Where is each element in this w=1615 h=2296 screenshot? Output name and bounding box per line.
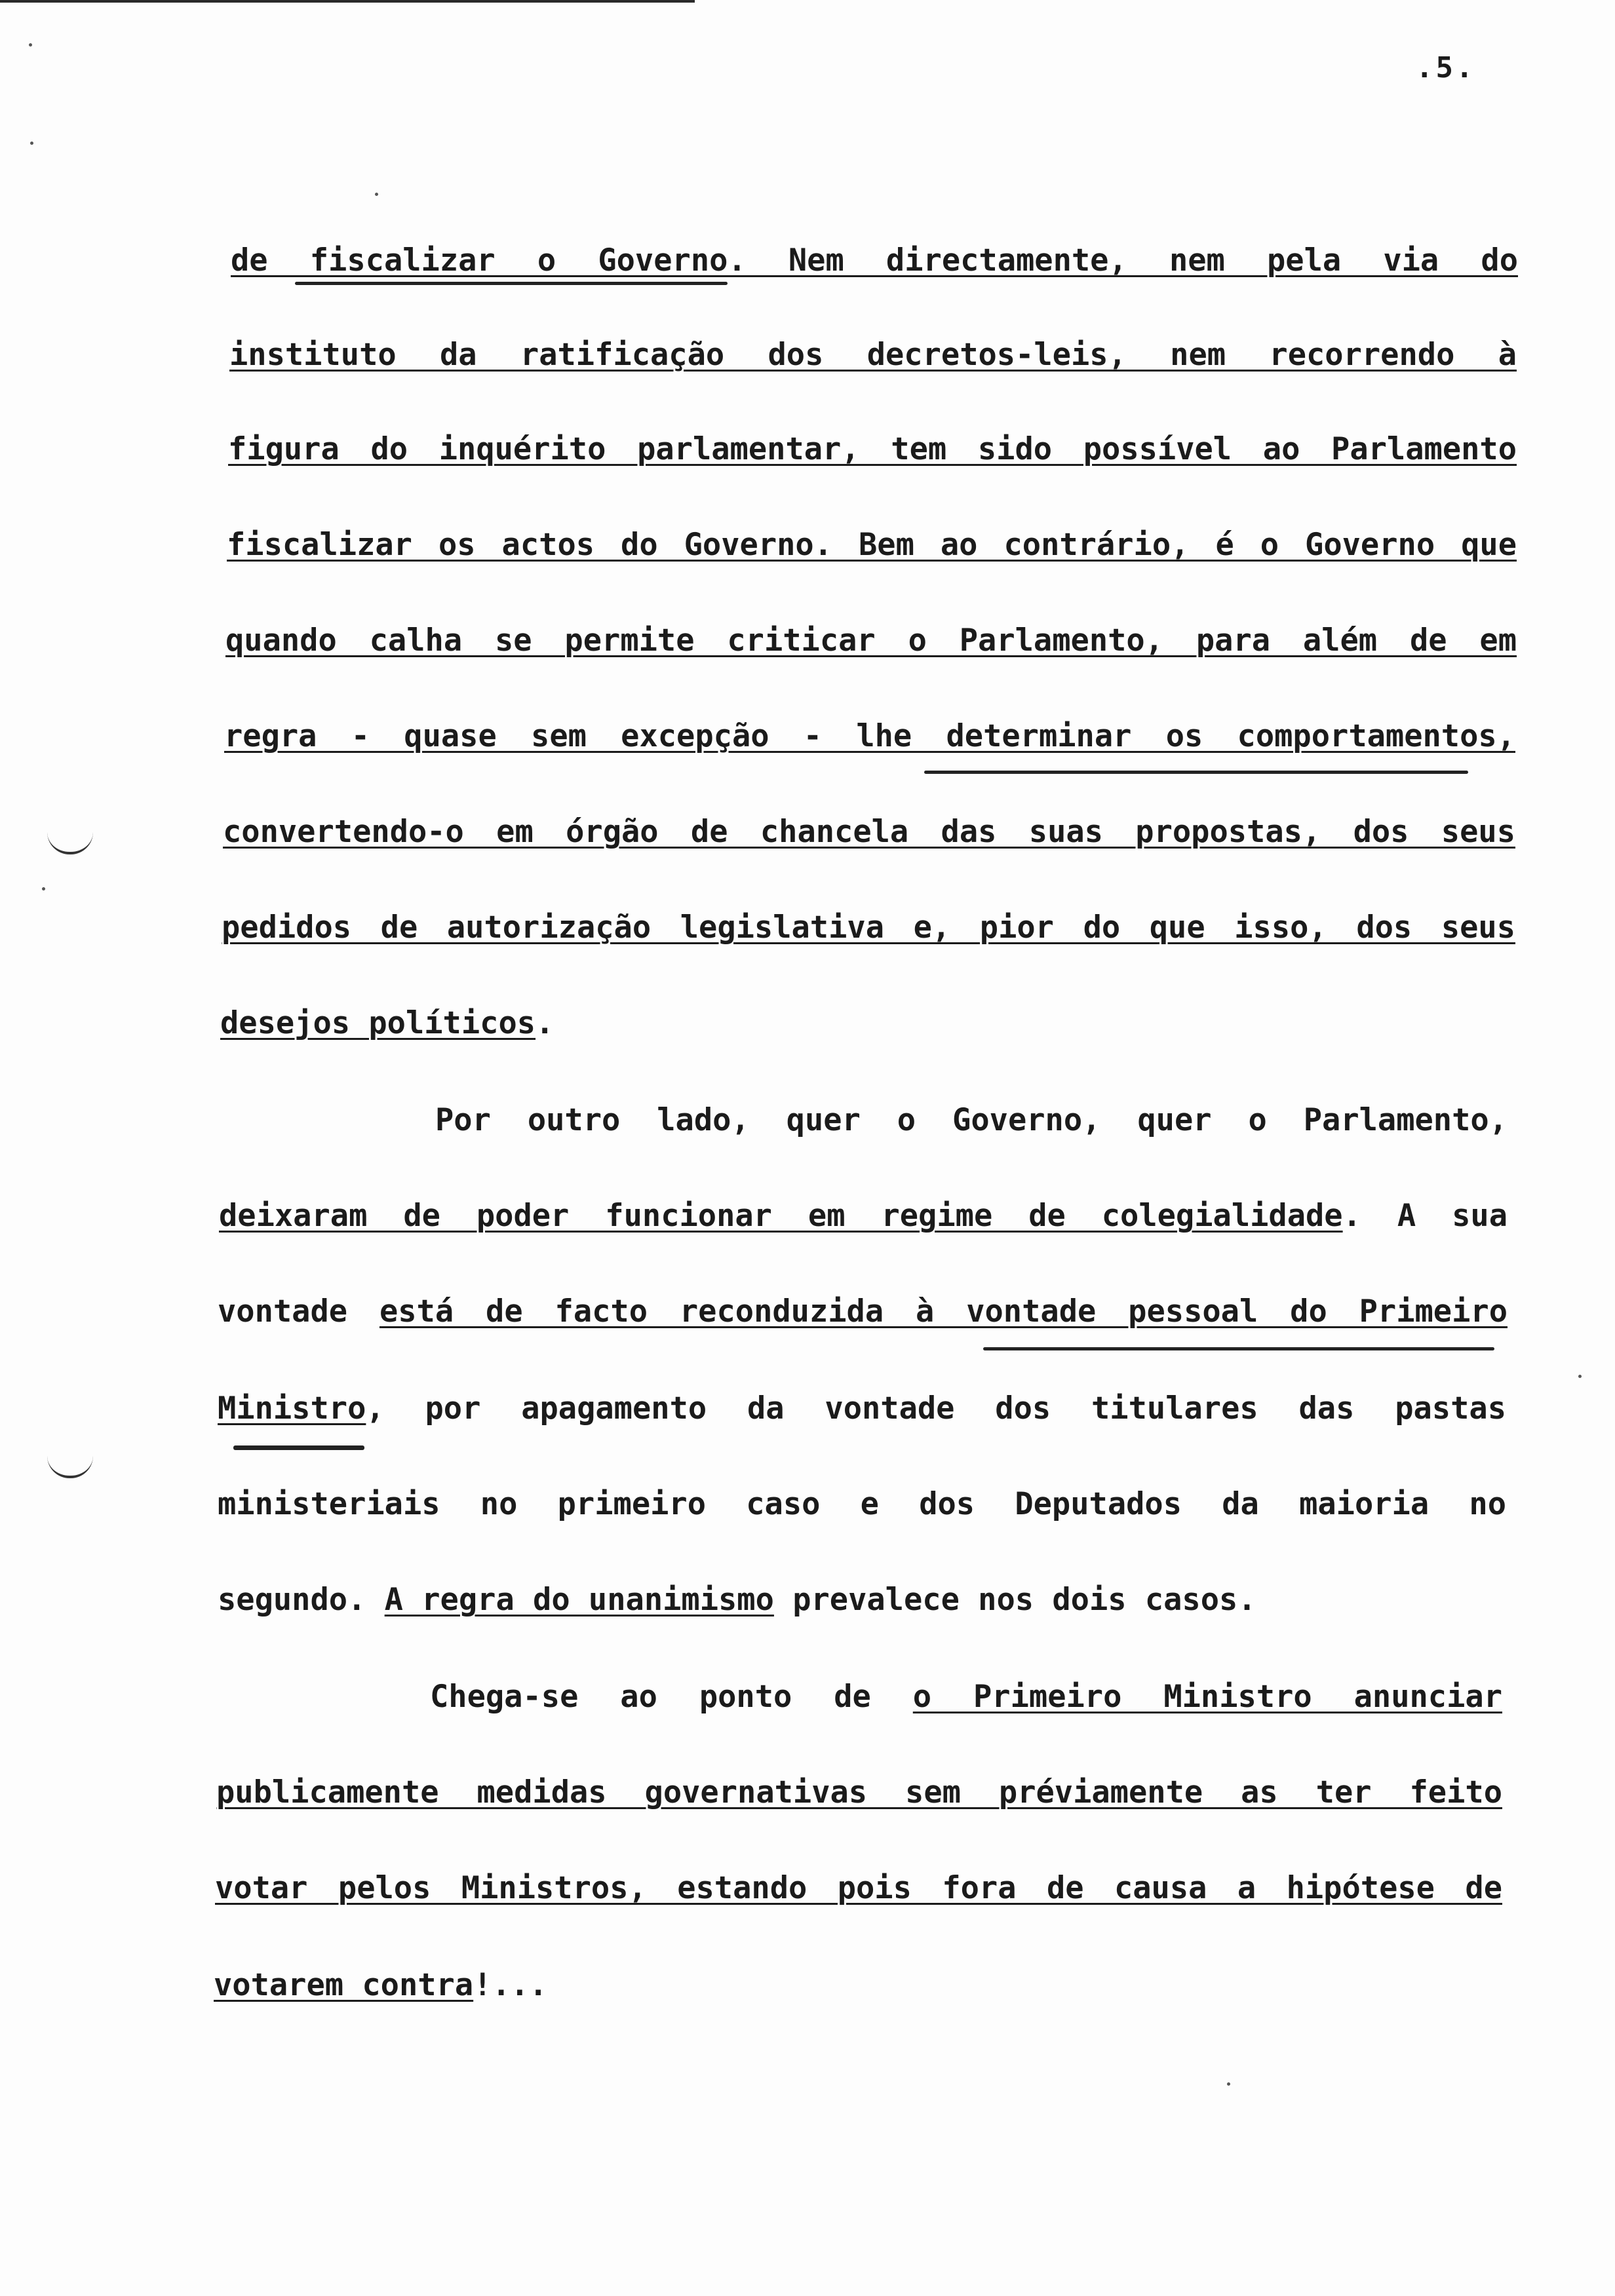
underlined-text: quando calha se permite criticar o Parlamento, para além de em — [225, 622, 1517, 659]
ink-speck — [1578, 1375, 1582, 1378]
ink-speck — [1227, 2082, 1230, 2086]
text-line — [231, 241, 1518, 280]
text-line — [435, 1101, 1508, 1140]
text-line — [218, 1580, 1256, 1620]
ink-speck — [29, 43, 32, 47]
text-segment: segundo. — [218, 1582, 385, 1618]
margin-bracket-mark — [47, 832, 93, 854]
text-line — [430, 1677, 1502, 1717]
top-rule — [0, 0, 695, 3]
underlined-text: convertendo-o em órgão de chancela das suas propostas, dos seus — [223, 814, 1515, 850]
underlined-text: votarem contra — [214, 1967, 474, 2003]
text-line — [216, 1773, 1502, 1812]
underlined-text: de fiscalizar o Governo. Nem directamente, nem pela via do — [231, 242, 1518, 278]
text-line — [219, 1196, 1508, 1236]
text-segment: , por apagamento da vontade dos titulares das pastas — [366, 1390, 1506, 1426]
underlined-text: votar pelos Ministros, estando pois fora de causa a hipótese de — [215, 1870, 1502, 1906]
text-line — [228, 430, 1517, 469]
text-line — [223, 813, 1515, 852]
underlined-text: desejos políticos — [220, 1005, 536, 1041]
pen-underline-mark — [295, 282, 728, 285]
page-number: .5. — [1416, 51, 1476, 85]
text-line — [214, 1966, 547, 2005]
text-segment: prevalece nos dois casos. — [773, 1582, 1256, 1618]
text-line — [218, 1389, 1506, 1428]
text-segment: !... — [473, 1967, 548, 2003]
pen-underline-mark — [983, 1347, 1494, 1350]
text-line — [215, 1869, 1502, 1908]
underlined-text: fiscalizar os actos do Governo. Bem ao contrário, é o Governo que — [227, 527, 1517, 563]
ink-speck — [375, 193, 378, 196]
underlined-text: Ministro — [218, 1390, 366, 1426]
underlined-text: pedidos de autorização legislativa e, pior do que isso, dos seus — [222, 909, 1515, 946]
text-line — [229, 335, 1517, 375]
underlined-text: regra - quase sem excepção - lhe determinar os comportamentos, — [224, 718, 1515, 754]
ink-speck — [42, 887, 45, 890]
text-line — [218, 1292, 1508, 1331]
text-line — [227, 526, 1517, 565]
underlined-text: A regra do unanimismo — [384, 1582, 774, 1618]
text-segment: . — [535, 1005, 555, 1041]
text-segment: Por outro lado, quer o Governo, quer o Parlamento, — [435, 1102, 1508, 1138]
text-segment: vontade — [218, 1293, 379, 1330]
underlined-text: publicamente medidas governativas sem préviamente as ter feito — [216, 1774, 1502, 1810]
margin-bracket-mark — [47, 1456, 93, 1478]
underlined-text: está de facto reconduzida à vontade pessoal do Primeiro — [379, 1293, 1508, 1330]
text-line — [224, 717, 1515, 756]
text-line — [220, 1004, 554, 1043]
underlined-text: deixaram de poder funcionar em regime de colegialidade — [219, 1198, 1343, 1234]
text-line — [225, 621, 1517, 660]
pen-underline-mark — [233, 1445, 364, 1450]
underlined-text: figura do inquérito parlamentar, tem sido possível ao Parlamento — [228, 431, 1517, 467]
text-line — [218, 1485, 1506, 1524]
text-segment: Chega-se ao ponto de — [430, 1679, 913, 1715]
ink-speck — [30, 142, 33, 145]
pen-underline-mark — [924, 771, 1468, 774]
text-segment: . A sua — [1342, 1198, 1508, 1234]
text-line — [222, 908, 1515, 947]
underlined-text: o Primeiro Ministro anunciar — [912, 1679, 1502, 1715]
text-segment: ministeriais no primeiro caso e dos Deputados da maioria no — [218, 1486, 1506, 1522]
underlined-text: instituto da ratificação dos decretos-leis, nem recorrendo à — [229, 337, 1517, 373]
